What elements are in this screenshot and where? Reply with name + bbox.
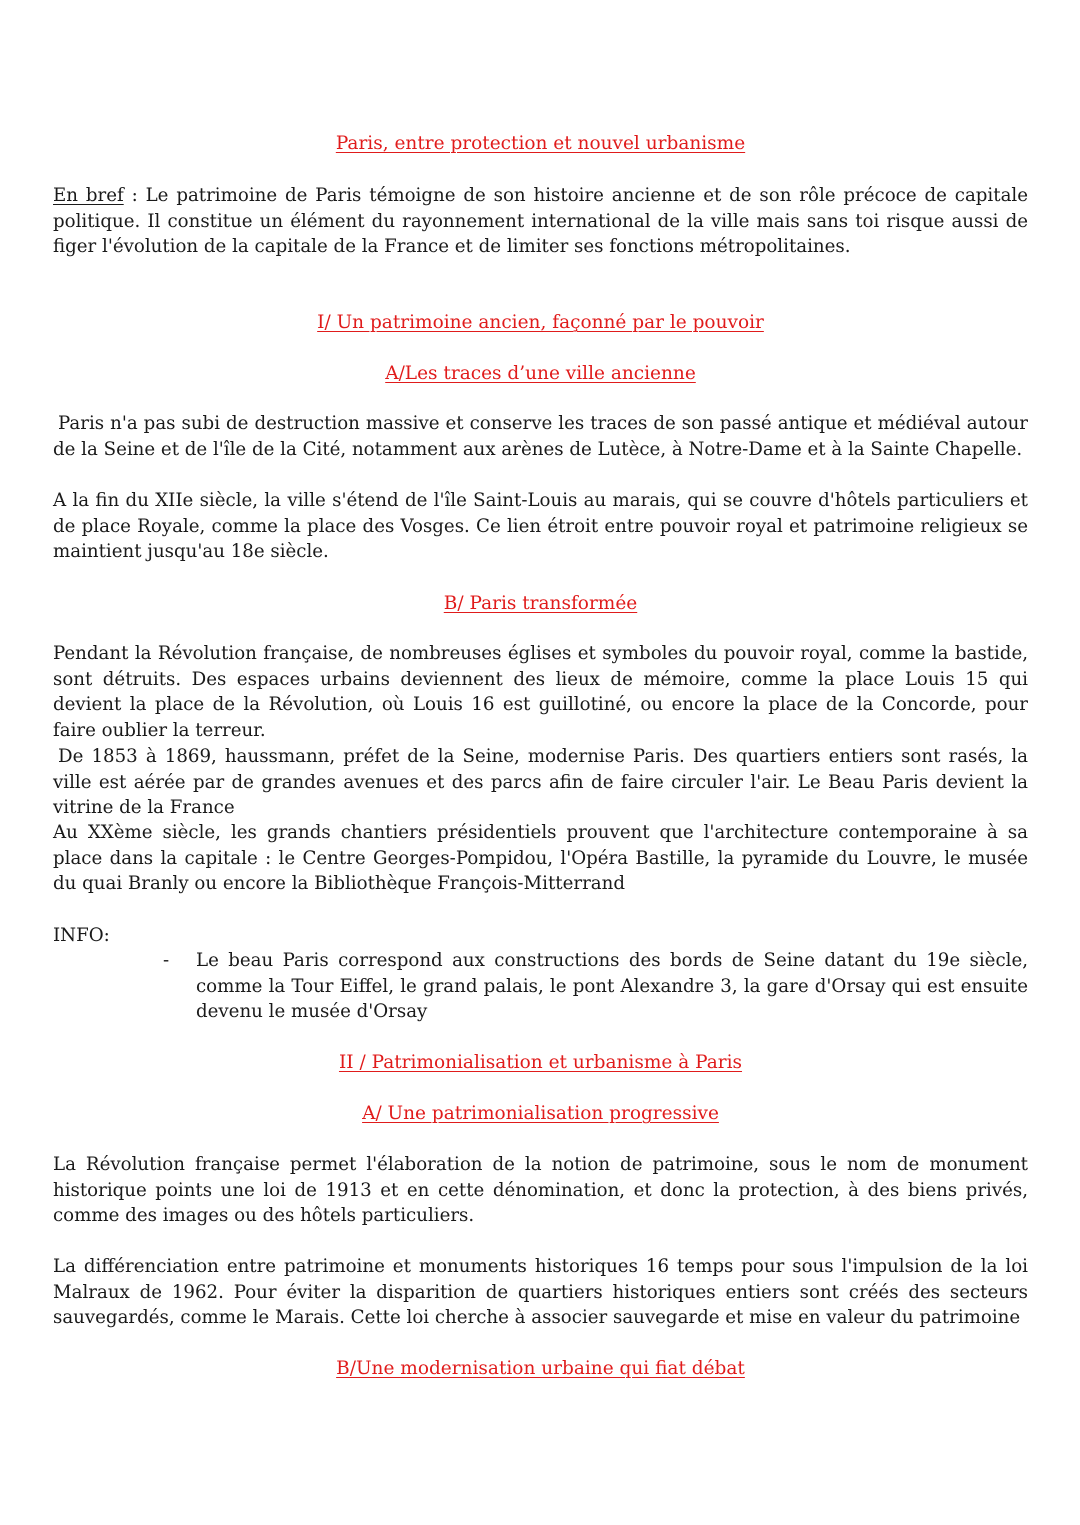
document-title: Paris, entre protection et nouvel urbanisme xyxy=(335,133,746,154)
section-1a-paragraph-1: Paris n'a pas subi de destruction massive et conserve les traces de son passé antique et médiéval autour de la Seine et de l'île de la Cité, notamment aux arènes de Lutèce, à Notre-Dame et à la Sainte Chapelle. xyxy=(53,413,1028,460)
summary-paragraph xyxy=(53,183,1028,260)
info-label: INFO: xyxy=(53,925,110,946)
info-text: Le beau Paris correspond aux constructions des bords de Seine datant du 19e siècle, comme la Tour Eiffel, le grand palais, le pont Alexandre 3, la gare d'Orsay qui est ensuite devenu le musée d'Orsay xyxy=(196,950,1028,1023)
section-1a-heading: A/Les traces d’une ville ancienne xyxy=(385,363,696,384)
section-1a-paragraph-2: A la fin du XIIe siècle, la ville s'étend de l'île Saint-Louis au marais, qui se couvre d'hôtels particuliers et de place Royale, comme la place des Vosges. Ce lien étroit entre pouvoir royal et patrimoine religieux se maintient jusqu'au 18e siècle. xyxy=(53,490,1028,563)
section-1b-paragraph-3: Au XXème siècle, les grands chantiers présidentiels prouvent que l'architecture contemporaine à sa place dans la capitale : le Centre Georges-Pompidou, l'Opéra Bastille, la pyramide du Louvre, le musée du quai Branly ou encore la Bibliothèque François-Mitterrand xyxy=(53,822,1028,895)
section-2a-paragraph-2: La différenciation entre patrimoine et monuments historiques 16 temps pour sous l'impulsion de la loi Malraux de 1962. Pour éviter la disparition de quartiers historiques entiers sont créés des secteurs sauvegardés, comme le Marais. Cette loi cherche à associer sauvegarde et mise en valeur du patrimoine xyxy=(53,1256,1028,1329)
section-1-heading: I/ Un patrimoine ancien, façonné par le pouvoir xyxy=(317,312,764,333)
section-2b-heading: B/Une modernisation urbaine qui fiat débat xyxy=(336,1358,745,1379)
bullet-dash: - xyxy=(163,950,170,971)
section-2-heading: II / Patrimonialisation et urbanisme à Paris xyxy=(338,1052,743,1073)
section-1b-paragraph-1: Pendant la Révolution française, de nombreuses églises et symboles du pouvoir royal, comme la bastide, sont détruits. Des espaces urbains deviennent des lieux de mémoire, comme la place Louis 15 qui devient la place de la Révolution, où Louis 16 est guillotiné, ou encore la place de la Concorde, pour faire oublier la terreur. xyxy=(53,643,1028,741)
summary-text: : Le patrimoine de Paris témoigne de son histoire ancienne et de son rôle précoce de capitale politique. Il constitue un élément du rayonnement international de la ville mais sans toi risque aussi de figer l'évolution de la capitale de la France et de limiter ses fonctions métropolitaines. xyxy=(53,185,1028,258)
summary-label: En bref xyxy=(53,185,124,206)
section-1b-paragraph-2: De 1853 à 1869, haussmann, préfet de la Seine, modernise Paris. Des quartiers entiers sont rasés, la ville est aérée par de grandes avenues et des parcs afin de faire circuler l'air. Le Beau Paris devient la vitrine de la France xyxy=(53,746,1028,819)
section-1b-heading: B/ Paris transformée xyxy=(443,593,638,614)
section-2a-heading: A/ Une patrimonialisation progressive xyxy=(362,1103,719,1124)
section-2a-paragraph-1: La Révolution française permet l'élaboration de la notion de patrimoine, sous le nom de monument historique points une loi de 1913 et en cette dénomination, et donc la protection, à des biens privés, comme des images ou des hôtels particuliers. xyxy=(53,1154,1028,1227)
